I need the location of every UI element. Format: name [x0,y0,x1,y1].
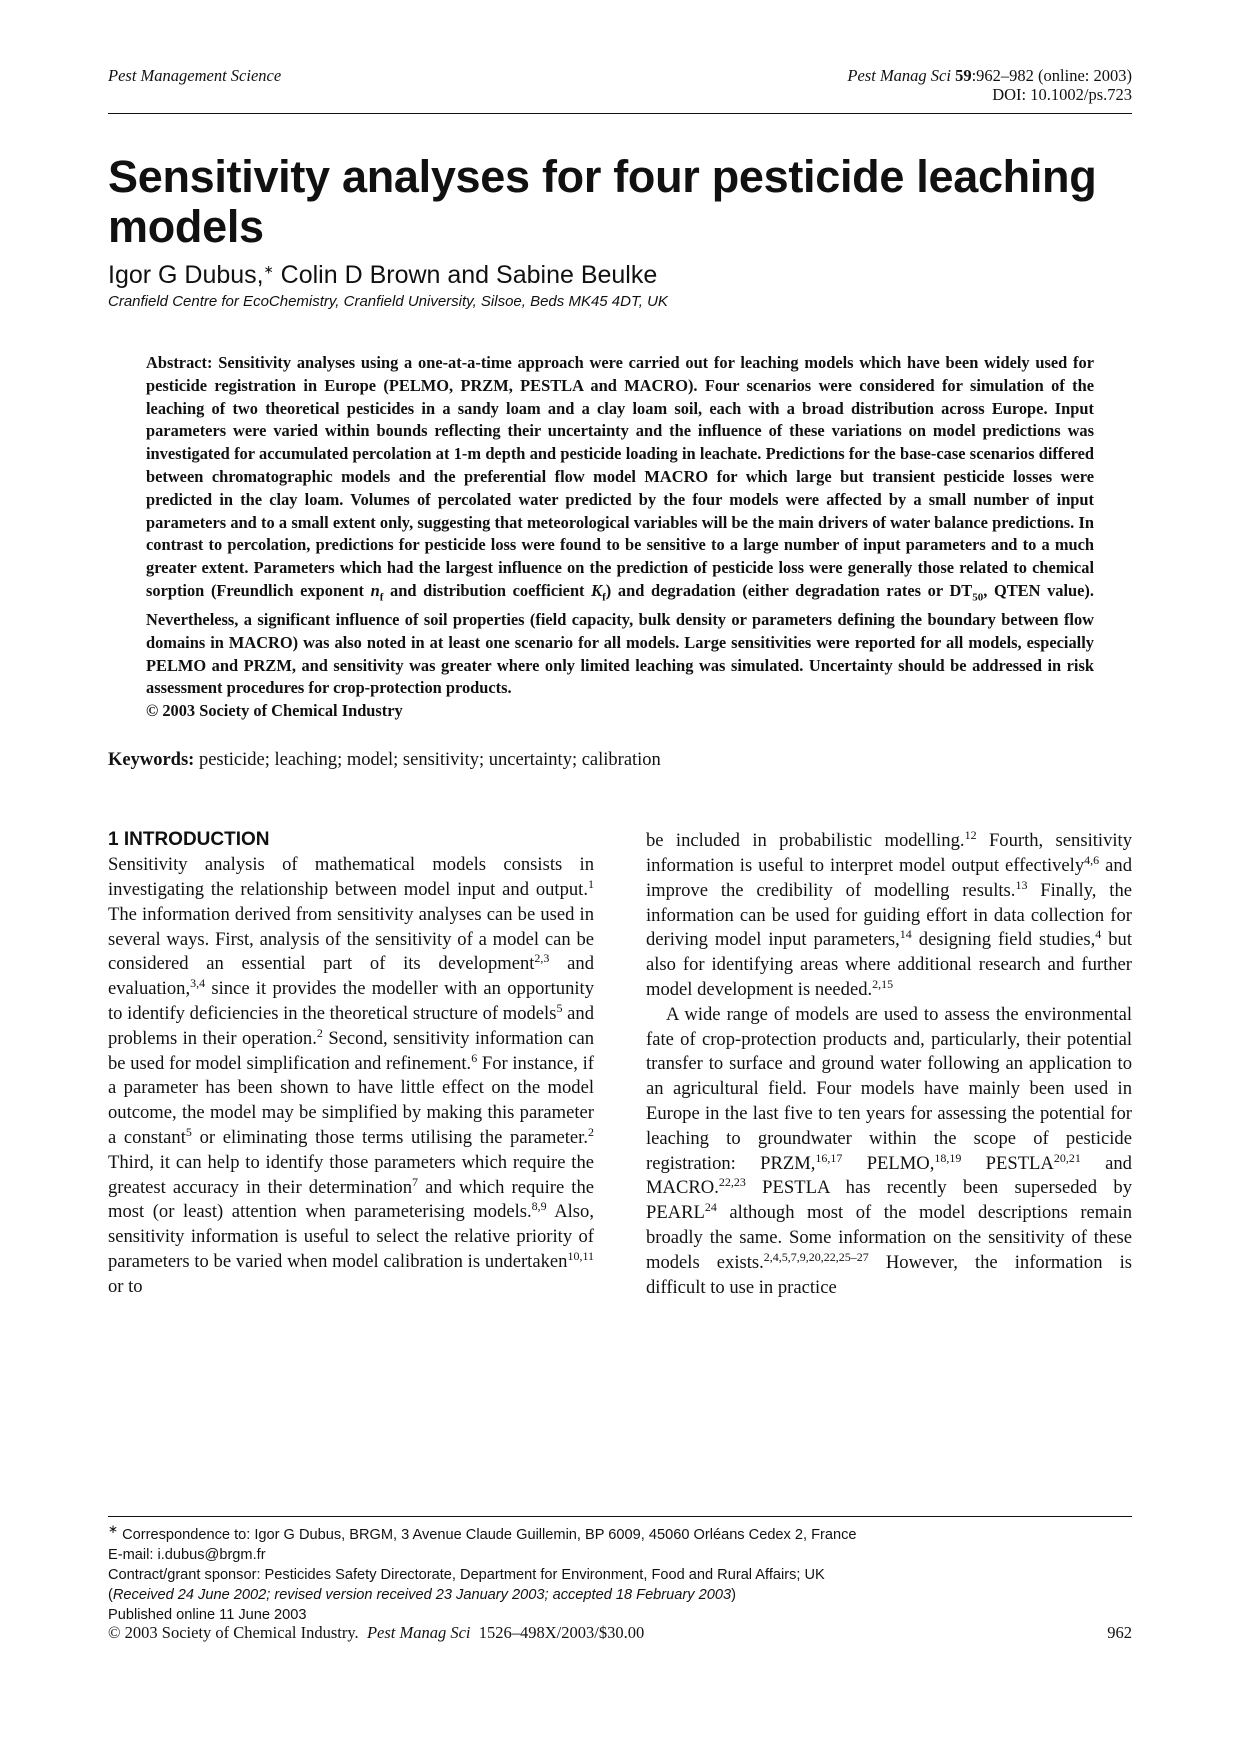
page-footer [108,1623,1132,1643]
sponsor-note: Contract/grant sponsor: Pesticides Safety Directorate, Department for Environment, Food and Rural Affairs; UK [108,1567,825,1583]
author-1: Igor G Dubus, [108,261,264,289]
doi: DOI: 10.1002/ps.723 [992,85,1132,104]
author-list [108,260,1132,290]
citation-journal: Pest Manag Sci [847,66,951,85]
intro-paragraph-1: Sensitivity analysis of mathematical models consists in investigating the relationship between model input and output.$^1$ The information derived from sensitivity analyses can be used in several ways. First, analysis of the sensitivity of a model can be considered an essential part of its development$^{2,3}$ and evaluation,$^{3,4}$ since it provides the modeller with an opportunity to identify deficiencies in the theoretical structure of models$^5$ and problems in their operation.$^2$ Second, sensitivity information can be used for model simplification and refinement.$^6$ For instance, if a parameter has been shown to have little effect on the model outcome, the model may be simplified by making this parameter a constant$^5$ or eliminating those terms utilising the parameter.$^2$ Third, it can help to identify those parameters which require the greatest accuracy in their determination$^7$ and which require the most (or least) attention when parameterising models.$^{8,9}$ Also, sensitivity information is useful to select the relative priority of parameters to be varied when model calibration is undertaken$^{10,11}$ or to [108,854,595,1297]
citation-volume: 59 [955,66,972,85]
journal-name: Pest Management Science [108,66,282,85]
correspondence-note: ∗ Correspondence to: Igor G Dubus, BRGM, 3 Avenue Claude Guillemin, BP 6009, 45060 Orléans Cedex 2, France [108,1522,857,1543]
article-page [108,66,1132,1300]
email-note: E-mail: i.dubus@brgm.fr [108,1547,266,1563]
citation-pages: :962–982 (online: 2003) [971,66,1132,85]
received-note: (Received 24 June 2002; revised version received 23 January 2003; accepted 18 February 2003) [108,1587,736,1603]
header-rule [108,113,1132,114]
left-column [108,829,594,1300]
article-title: Sensitivity analyses for four pesticide leaching models [108,151,1097,252]
abstract-copyright: © 2003 Society of Chemical Industry [146,701,403,721]
symbol-n: n [370,580,380,600]
footer-copyright: © 2003 Society of Chemical Industry. Pest Manag Sci 1526–498X/2003/$30.00 [108,1623,645,1642]
published-note: Published online 11 June 2003 [108,1607,307,1623]
affiliation: Cranfield Centre for EcoChemistry, Cranfield University, Silsoe, Beds MK45 4DT, UK [108,293,668,310]
keywords-label: Keywords: [108,750,195,771]
abstract-label: Abstract: [146,353,213,372]
abstract-text-1: Sensitivity analyses using a one-at-a-time approach were carried out for leaching models which have been widely used for pesticide registration in Europe (PELMO, PRZM, PESTLA and MACRO). Four scenarios were considered for simulation of the leaching of two theoretical pesticides in a sandy loam and a clay loam soil, each with a broad distribution across Europe. Input parameters were varied within bounds reflecting their uncertainty and the influence of these variations on model predictions was investigated for accumulated percolation at 1-m depth and pesticide loading in leachate. Predictions for the base-case scenarios differed between chromatographic models and the preferential flow model MACRO for which large but transient pesticide losses were predicted in the clay loam. Volumes of percolated water predicted by the four models were affected by a small number of input parameters and to a small extent only, suggesting that meteorological variables will be the main drivers of water balance predictions. In contrast to percolation, predictions for pesticide loss were found to be sensitive to a large number of input parameters and to a much greater extent. Parameters which had the largest influence on the prediction of pesticide loss were generally those related to chemical sorption (Freundlich exponent [146,353,1094,600]
footnotes [108,1522,1132,1625]
footnote-rule [108,1516,1132,1517]
abstract-text-2: and distribution coefficient [383,580,592,600]
other-authors: Colin D Brown and Sabine Beulke [273,261,658,289]
symbol-n-sub: f [379,591,384,604]
intro-paragraph-2: A wide range of models are used to assess the environmental fate of crop-protection products and, particularly, their potential transfer to surface and ground water following an application to an agricultural field. Four models have mainly been used in Europe in the last five to ten years for assessing the potential for leaching to groundwater within the scope of pesticide registration: PRZM,$^{16,17}$ PELMO,$^{18,19}$ PESTLA$^{20,21}$ and MACRO.$^{22,23}$ PESTLA has recently been superseded by PEARL$^{24}$ although most of the model descriptions remain broadly the same. Some information on the sensitivity of these models exists.$^{2,4,5,7,9,20,22,25-27}$ However, the information is difficult to use in practice [646,1003,1132,1298]
correspondence-mark: ∗ [263,262,274,277]
symbol-k: K [591,580,603,600]
running-head [108,66,1132,104]
abstract-text-3: ) and degradation (either degradation rates or DT [605,580,973,600]
section-heading-introduction: 1 INTRODUCTION [108,829,270,851]
abstract-text-4: , QTEN value). Nevertheless, a significant influence of soil properties (field capacity, bulk density or parameters defining the boundary between flow domains in MACRO) was also noted in at least one scenario for all models. Large sensitivities were reported for all models, especially PELMO and PRZM, and sensitivity was greater where only limited leaching was simulated. Uncertainty should be addressed in risk assessment procedures for crop-protection products. [146,580,1094,698]
page-number: 962 [1107,1623,1132,1642]
body-columns [108,829,1132,1300]
keywords [108,750,1132,771]
abstract [146,352,1094,722]
keywords-list: pesticide; leaching; model; sensitivity; uncertainty; calibration [194,750,661,771]
citation-block [847,66,1132,104]
intro-paragraph-1-continued: be included in probabilistic modelling.$^{12}$ Fourth, sensitivity information is useful to interpret model output effectively$^{4,6}$ and improve the credibility of modelling results.$^{13}$ Finally, the information can be used for guiding effort in data collection for deriving model input parameters,$^{14}$ designing field studies,$^4$ but also for identifying areas where additional research and further model development is needed.$^{2,15}$ [646,828,1133,1001]
right-column [646,829,1132,1300]
symbol-k-sub: f [602,591,606,604]
dt50-sub: 50 [972,591,984,604]
